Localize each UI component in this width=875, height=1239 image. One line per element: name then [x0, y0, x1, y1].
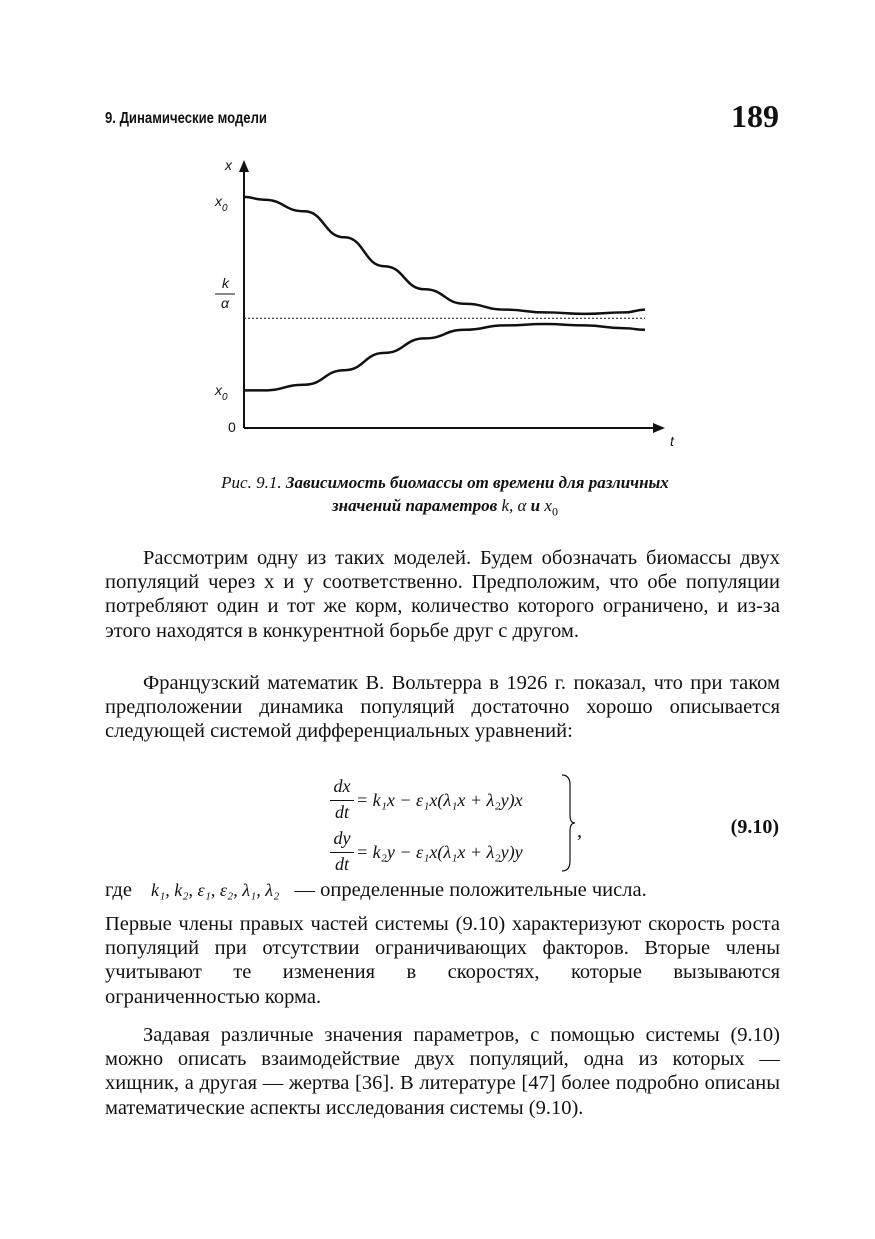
tick-lower-x0: $x_0$: [215, 382, 228, 403]
equation-line-2: = k₂y − ε₁x(λ₁x + λ₂y)y: [356, 842, 523, 862]
curve-decreasing: [244, 197, 645, 314]
y-axis-label: x: [225, 157, 232, 173]
frac-dx: dx: [333, 776, 351, 796]
x-axis-label: t: [670, 433, 674, 448]
where-line: где k₁, k₂, ε₁, ε₂, λ₁, λ₂ — определенные положительные числа.: [105, 879, 647, 901]
figure-caption-line1: Рис. 9.1. Зависимость биомассы от времени для различных: [221, 473, 669, 492]
biomass-time-chart: [195, 148, 685, 448]
curve-increasing: [244, 324, 645, 390]
equation-line-1: = k₁x − ε₁x(λ₁x + λ₂y)x: [356, 790, 523, 810]
frac-dt-2: dt: [334, 854, 349, 874]
paragraph-2: Французский математик В. Вольтерра в 1926 г. показал, что при таком предположении динамика популяций достаточно хорошо описывается следующей системой дифференциальных уравнений:: [105, 672, 780, 743]
right-brace: [560, 773, 576, 873]
page-number: 189: [731, 98, 779, 134]
paragraph-5: Задавая различные значения параметров, с помощью системы (9.10) можно описать взаимодействие двух популяций, одна из которых — хищник, а другая — жертва [36]. В литературе [47] более подробно описаны математические аспекты исследования системы (9.10).: [105, 1024, 780, 1119]
paragraph-1: Рассмотрим одну из таких моделей. Будем обозначать биомассы двух популяций через x и y соответственно. Предположим, что обе популяции потребляют один и тот же корм, количество которого ограничено, и из-за этого находятся в конкурентной борьбе друг с другом.: [105, 547, 780, 642]
equation-number: (9.10): [730, 816, 779, 838]
frac-dt-1: dt: [334, 802, 349, 822]
x-axis-arrow: [653, 423, 665, 433]
equilibrium-numerator: k: [222, 275, 229, 291]
figure-caption-line2: значений параметров k, α и $x_0$: [332, 496, 558, 519]
tick-upper-x0: $x_0$: [215, 193, 228, 214]
running-header-title: 9. Динамические модели: [105, 110, 268, 127]
equation-comma: ,: [577, 820, 582, 842]
frac-dy: dy: [333, 828, 351, 848]
origin-label: 0: [228, 419, 236, 435]
y-axis-arrow: [239, 160, 249, 172]
paragraph-4: Первые члены правых частей системы (9.10) характеризуют скорость роста популяций при отсутствии ограничивающих факторов. Вторые члены учитывают те изменения в скоростях, которые вызываются ограниченностью корма.: [105, 913, 780, 1008]
equilibrium-denominator: α: [221, 295, 229, 311]
